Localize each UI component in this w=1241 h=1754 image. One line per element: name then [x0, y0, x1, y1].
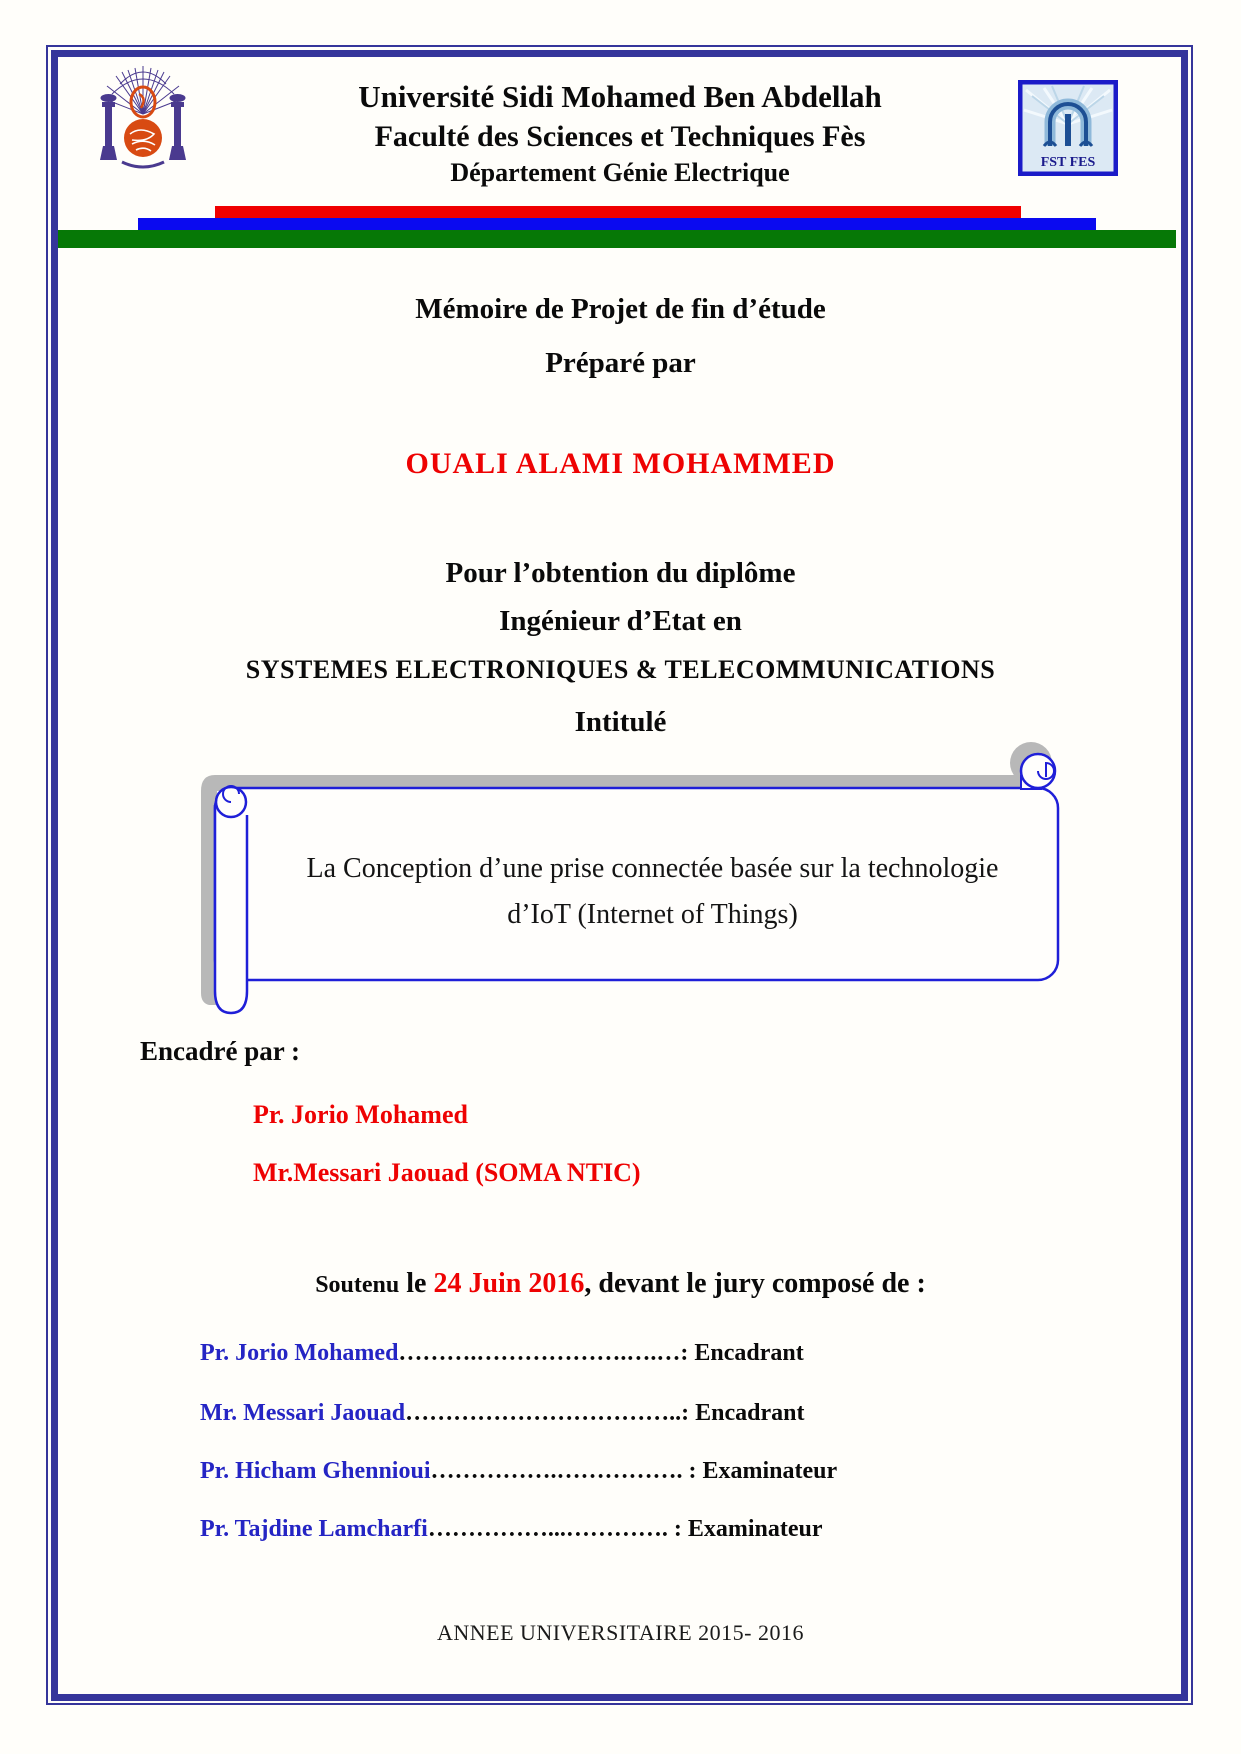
- author-name: OUALI ALAMI MOHAMMED: [405, 447, 836, 480]
- defense-date: 24 Juin 2016: [433, 1268, 585, 1299]
- project-title-line2: d’IoT (Internet of Things): [507, 899, 798, 930]
- jury-row-4: [200, 1516, 822, 1543]
- project-title: [247, 846, 1058, 938]
- jury-row-1: [200, 1340, 804, 1367]
- obtention-label: Pour l’obtention du diplôme: [445, 557, 796, 589]
- prepared-by-label: Préparé par: [545, 347, 696, 379]
- defense-mid: le: [399, 1268, 434, 1299]
- defense-line: [0, 1268, 1241, 1300]
- jury-role: Encadrant: [688, 1340, 804, 1366]
- defense-prefix: Soutenu: [315, 1272, 400, 1298]
- jury-role: Encadrant: [689, 1400, 805, 1426]
- jury-row-2: [200, 1400, 804, 1427]
- degree-label: Ingénieur d’Etat en: [499, 605, 742, 637]
- intitule-label: Intitulé: [574, 706, 667, 738]
- jury-dots: …………….……………. :: [430, 1458, 697, 1484]
- university-name: Université Sidi Mohamed Ben Abdellah: [358, 79, 882, 114]
- memoire-title: Mémoire de Projet de fin d’étude: [415, 293, 826, 325]
- supervised-by-label: Encadré par :: [140, 1036, 300, 1066]
- jury-dots: ……………………………..:: [405, 1400, 690, 1426]
- jury-dots: ……….……………….….…:: [398, 1340, 689, 1366]
- fst-fes-logo-icon: [1018, 80, 1118, 176]
- faculty-name: Faculté des Sciences et Techniques Fès: [374, 120, 866, 153]
- jury-name: Pr. Hicham Ghennioui: [200, 1458, 431, 1484]
- jury-name: Pr. Jorio Mohamed: [200, 1340, 399, 1366]
- jury-role: Examinateur: [681, 1516, 823, 1542]
- fst-logo-caption: FST FES: [1040, 155, 1096, 170]
- speciality-label: SYSTEMES ELECTRONIQUES & TELECOMMUNICATIONS: [245, 655, 996, 684]
- jury-row-3: [200, 1458, 837, 1485]
- jury-name: Mr. Messari Jaouad: [200, 1400, 406, 1426]
- university-logo-icon: [92, 58, 194, 186]
- academic-year: ANNEE UNIVERSITAIRE 2015- 2016: [436, 1620, 805, 1645]
- jury-name: Pr. Tajdine Lamcharfi: [200, 1516, 428, 1542]
- department-name: Département Génie Electrique: [450, 158, 790, 187]
- jury-dots: ……………...…………. :: [427, 1516, 682, 1542]
- supervisor-1: Pr. Jorio Mohamed: [253, 1100, 468, 1129]
- supervisor-2: Mr.Messari Jaouad (SOMA NTIC): [253, 1158, 641, 1187]
- header-text: [190, 76, 1050, 190]
- project-title-line1: La Conception d’une prise connectée basée sur la technologie: [306, 853, 999, 884]
- jury-role: Examinateur: [696, 1458, 838, 1484]
- banner-bar-green: [58, 230, 1176, 248]
- defense-suffix: , devant le jury composé de :: [584, 1268, 926, 1299]
